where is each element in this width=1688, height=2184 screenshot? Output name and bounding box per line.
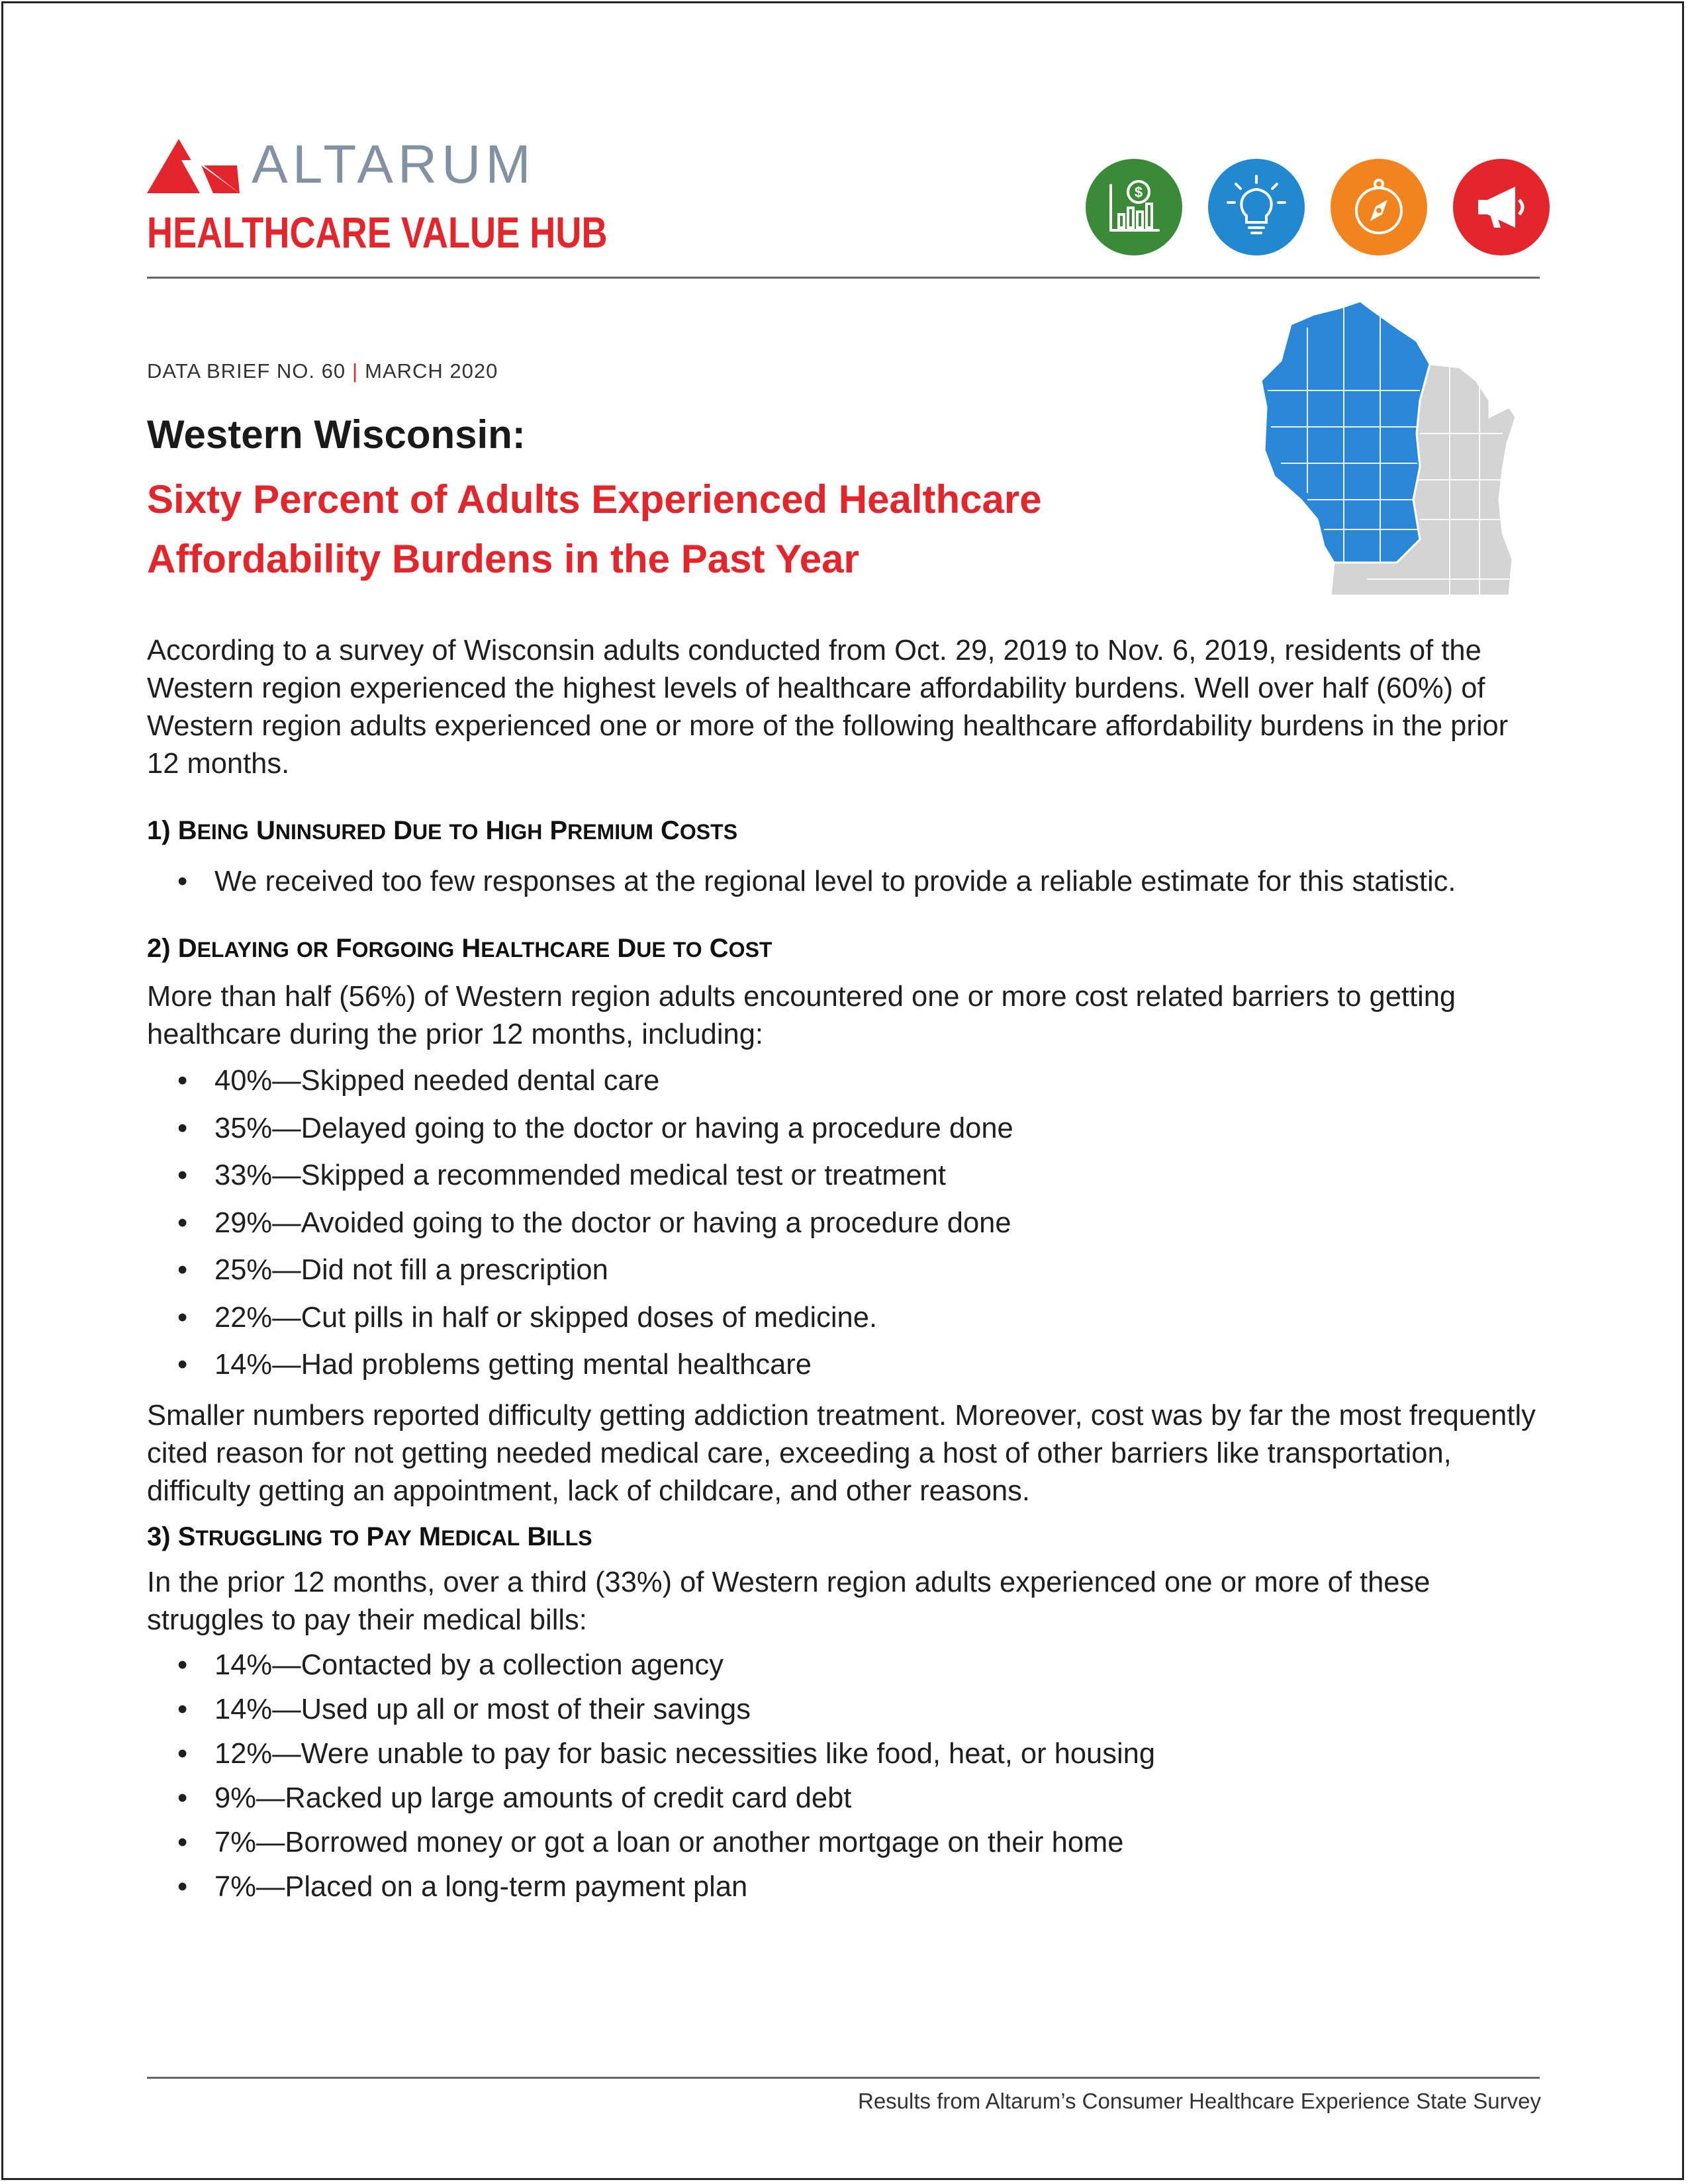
list-item-percent: 14% <box>214 1649 273 1681</box>
list-item <box>147 1058 1544 1105</box>
heading-initial: B <box>527 1522 547 1551</box>
section-1-heading <box>147 812 1544 851</box>
main-content <box>147 632 1544 1909</box>
section-2-lead <box>147 978 1544 1054</box>
megaphone-icon <box>1453 159 1550 255</box>
list-item <box>147 1295 1544 1342</box>
heading-rest: REMIUM <box>567 820 653 844</box>
list-item-text: —Used up all or most of their savings <box>272 1693 751 1725</box>
heading-initial: H <box>461 934 481 963</box>
list-item-text: —Placed on a long-term payment plan <box>256 1870 748 1903</box>
lightbulb-icon <box>1208 159 1305 255</box>
heading-rest: NINSURED <box>275 820 386 844</box>
heading-rest: EDICAL <box>441 1525 520 1550</box>
brief-date: MARCH 2020 <box>365 359 498 383</box>
brief-number: DATA BRIEF NO. 60 <box>147 359 346 383</box>
brief-label <box>147 359 498 383</box>
header-rule <box>147 277 1540 279</box>
heading-rest: EING <box>197 820 249 844</box>
heading-rest: TRUGGLING <box>195 1525 323 1550</box>
heading-initial: H <box>485 816 505 845</box>
heading-rest: UE <box>412 820 442 844</box>
list-item-text: We received too few responses at the regional level to provide a reliable estimate for this statistic. <box>214 866 1456 897</box>
list-item <box>147 1865 1544 1909</box>
list-item-text: —Racked up large amounts of credit card debt <box>256 1782 852 1814</box>
page-subtitle: Sixty Percent of Adults Experienced Healthcare Affordability Burdens in the Past Year <box>147 477 1042 581</box>
section-3-lead <box>147 1564 1544 1639</box>
list-item-percent: 40% <box>214 1065 273 1097</box>
list-item-percent: 25% <box>214 1254 273 1286</box>
list-item-percent: 35% <box>214 1112 273 1144</box>
list-item-percent: 29% <box>214 1206 273 1239</box>
footer-rule <box>147 2077 1540 2079</box>
heading-initial: D <box>393 816 412 845</box>
list-item <box>147 1342 1544 1389</box>
list-item-percent: 9% <box>214 1782 256 1814</box>
heading-rest: TO <box>449 820 479 844</box>
heading-initial: C <box>661 816 680 845</box>
bullet-icon: • <box>177 1254 188 1286</box>
bullet-icon: • <box>177 1112 188 1144</box>
heading-initial: B <box>177 816 197 845</box>
bullet-icon: • <box>177 1301 188 1334</box>
bullet-icon: • <box>177 1737 188 1770</box>
altarum-triangle-icon <box>147 139 240 193</box>
section-2-heading <box>147 930 1544 969</box>
list-item <box>147 1732 1544 1776</box>
map-western-region <box>1261 301 1430 563</box>
list-item <box>147 1200 1544 1248</box>
heading-rest: IGH <box>504 820 543 844</box>
list-item-percent: 7% <box>214 1826 256 1858</box>
list-item <box>147 1776 1544 1821</box>
list-item <box>147 1821 1544 1865</box>
list-item-percent: 14% <box>214 1349 273 1381</box>
list-item-text: —Were unable to pay for basic necessities like food, heat, or housing <box>272 1737 1156 1770</box>
heading-rest: UE <box>636 938 666 962</box>
section-number: 1) <box>147 816 178 845</box>
bullet-icon: • <box>177 1649 188 1681</box>
bullet-icon: • <box>177 1826 188 1858</box>
lead-value: 56% <box>348 981 406 1013</box>
section-number: 2) <box>147 934 178 963</box>
list-item-text: —Borrowed money or got a loan or another mortgage on their home <box>256 1826 1124 1858</box>
heading-rest: OR <box>297 938 328 962</box>
section-2-list <box>147 1058 1544 1389</box>
heading-initial: P <box>549 816 568 845</box>
list-item-percent: 12% <box>214 1737 273 1770</box>
header-icons <box>1086 159 1549 258</box>
list-item-percent: 7% <box>214 1870 256 1903</box>
heading-initial: U <box>256 816 275 845</box>
list-item <box>147 1105 1544 1153</box>
list-item-text: —Delayed going to the doctor or having a procedure done <box>272 1112 1013 1144</box>
heading-rest: TO <box>330 1525 359 1550</box>
section-3-list <box>147 1643 1544 1909</box>
heading-rest: ILLS <box>546 1525 592 1550</box>
list-item-text: —Skipped needed dental care <box>272 1065 660 1097</box>
bullet-icon: • <box>177 1160 188 1191</box>
heading-initial: F <box>336 934 352 963</box>
list-item-text: —Cut pills in half or skipped doses of medicine. <box>272 1301 878 1334</box>
bullet-icon: • <box>177 866 188 897</box>
list-item-text: —Avoided going to the doctor or having a procedure done <box>272 1206 1011 1239</box>
heading-rest: ORGOING <box>352 938 455 962</box>
heading-initial: S <box>177 1522 196 1551</box>
heading-initial: C <box>709 934 729 963</box>
bullet-icon: • <box>177 1349 188 1381</box>
bullet-icon: • <box>177 1693 188 1725</box>
wisconsin-map <box>1261 301 1539 606</box>
svg-text:$: $ <box>1134 184 1143 201</box>
list-item-text: —Did not fill a prescription <box>272 1254 608 1286</box>
list-item-text: —Skipped a recommended medical test or treatment <box>272 1160 946 1191</box>
compass-icon <box>1331 159 1427 255</box>
list-item <box>147 1152 1544 1200</box>
heading-initial: D <box>177 934 197 963</box>
section-1-list <box>147 863 1544 901</box>
heading-initial: M <box>418 1522 442 1551</box>
list-item-percent: 14% <box>214 1693 273 1725</box>
list-item-text: —Contacted by a collection agency <box>272 1649 724 1681</box>
intro-value: 60% <box>1385 672 1444 704</box>
lead-value: 33% <box>604 1566 663 1598</box>
list-item-text: —Had problems getting mental healthcare <box>272 1349 812 1381</box>
bullet-icon: • <box>177 1065 188 1097</box>
logo-name: ALTARUM <box>252 134 536 195</box>
section-3-heading <box>147 1518 1544 1557</box>
list-item <box>147 1643 1544 1688</box>
brief-separator: | <box>352 359 359 383</box>
heading-rest: OST <box>728 938 773 962</box>
heading-initial: P <box>366 1522 385 1551</box>
logo-subtitle: HEALTHCARE VALUE HUB <box>147 208 608 257</box>
heading-rest: ELAYING <box>197 938 289 962</box>
lead-text-end: ) of Western region adults experienced one or more of these struggles to pay their medical bills: <box>147 1566 1430 1636</box>
heading-rest: OSTS <box>679 820 738 844</box>
heading-rest: EALTHCARE <box>481 938 610 962</box>
list-item-percent: 33% <box>214 1160 273 1191</box>
section-number: 3) <box>147 1522 178 1551</box>
heading-initial: D <box>617 934 637 963</box>
list-item <box>147 1688 1544 1732</box>
list-item-percent: 22% <box>214 1301 273 1334</box>
list-item <box>147 863 1544 901</box>
intro-text: According to a survey of Wisconsin adults conducted from Oct. 29, 2019 to Nov. 6, 2019, residents of the Western region experienced the highest levels of healthcare affordability burdens. Well over half ( <box>147 635 1481 704</box>
bullet-icon: • <box>177 1206 188 1239</box>
altarum-logo <box>147 134 608 257</box>
lead-text: In the prior 12 months, over a third ( <box>147 1566 605 1598</box>
intro-text-end: ) of Western region adults experienced one or more of the following healthcare affordability burdens in the prior 12 months. <box>147 672 1509 780</box>
intro-paragraph <box>147 632 1544 783</box>
bullet-icon: • <box>177 1782 188 1814</box>
page-title: Western Wisconsin: <box>147 412 526 457</box>
bullet-icon: • <box>177 1870 188 1903</box>
lead-text: More than half ( <box>147 981 349 1013</box>
section-2-closing: Smaller numbers reported difficulty getting addiction treatment. Moreover, cost was by far the most frequently cited reason for not getting needed medical care, exceeding a host of other barriers like transportation, difficulty getting an appointment, lack of childcare, and other reasons. <box>147 1399 1536 1507</box>
heading-rest: AY <box>384 1525 412 1550</box>
footer-text: Results from Altarum’s Consumer Healthcare Experience State Survey <box>858 2089 1541 2113</box>
finance-chart-icon <box>1086 159 1182 255</box>
heading-rest: TO <box>673 938 702 962</box>
list-item <box>147 1247 1544 1295</box>
lead-text-end: ) of Western region adults encountered one or more cost related barriers to getting healthcare during the prior 12 months, including: <box>147 981 1456 1050</box>
